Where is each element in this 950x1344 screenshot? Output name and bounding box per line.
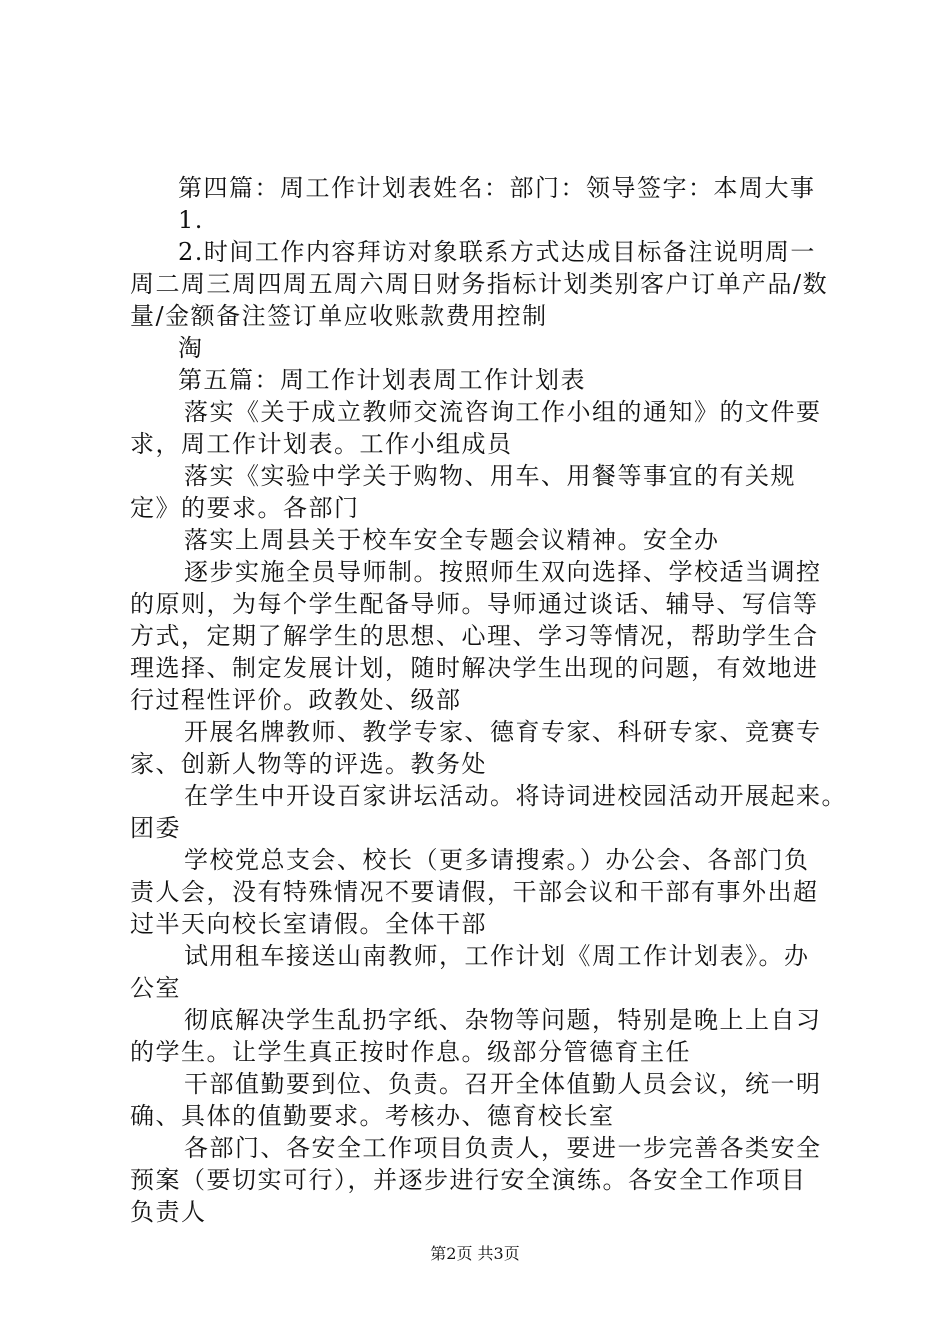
paragraph-line: 试用租车接送山南教师，工作计划《周工作计划表》。办 (184, 942, 810, 970)
paragraph-line: 公室 (130, 974, 181, 1002)
paragraph-line: 的学生。让学生真正按时作息。级部分管德育主任 (130, 1038, 691, 1066)
paragraph-line: 彻底解决学生乱扔字纸、杂物等问题，特别是晚上上自习 (184, 1006, 822, 1034)
paragraph-line: 的原则，为每个学生配备导师。导师通过谈话、辅导、写信等 (130, 590, 819, 618)
paragraph-line: 开展名牌教师、教学专家、德育专家、科研专家、竞赛专 (184, 718, 822, 746)
paragraph-line: 逐步实施全员导师制。按照师生双向选择、学校适当调控 (184, 558, 822, 586)
paragraph-line: 确、具体的值勤要求。考核办、德育校长室 (130, 1102, 615, 1130)
text-line: 周二周三周四周五周六周日财务指标计划类别客户订单产品/数 (130, 270, 829, 298)
paragraph-line: 学校党总支会、校长（更多请搜索。）办公会、各部门负 (184, 846, 810, 874)
paragraph-line: 负责人 (130, 1198, 207, 1226)
text-line: 淘 (178, 334, 204, 362)
paragraph-line: 家、创新人物等的评选。教务处 (130, 750, 487, 778)
paragraph-line: 求，周工作计划表。工作小组成员 (130, 430, 513, 458)
text-line: 量/金额备注签订单应收账款费用控制 (130, 302, 548, 330)
text-line: 2.时间工作内容拜访对象联系方式达成目标备注说明周一 (178, 238, 816, 266)
document-body (130, 172, 847, 1228)
paragraph-line: 各部门、各安全工作项目负责人，要进一步完善各类安全 (184, 1134, 822, 1162)
paragraph-line: 理选择、制定发展计划，随时解决学生出现的问题，有效地进 (130, 654, 819, 682)
paragraph-line: 定》的要求。各部门 (130, 494, 360, 522)
text-line: 1. (178, 206, 204, 234)
paragraph-line: 过半天向校长室请假。全体干部 (130, 910, 487, 938)
paragraph-line: 方式，定期了解学生的思想、心理、学习等情况，帮助学生合 (130, 622, 819, 650)
section-4-heading: 第四篇：周工作计划表姓名：部门：领导签字：本周大事 (178, 174, 816, 202)
paragraph-line: 团委 (130, 814, 181, 842)
page-footer: 第2页 共3页 (430, 1244, 520, 1263)
paragraph-line: 预案（要切实可行），并逐步进行安全演练。各安全工作项目 (130, 1166, 807, 1194)
paragraph-line: 行过程性评价。政教处、级部 (130, 686, 462, 714)
paragraph-line: 落实《实验中学关于购物、用车、用餐等事宜的有关规 (184, 462, 796, 490)
paragraph-line: 落实《关于成立教师交流咨询工作小组的通知》的文件要 (184, 398, 822, 426)
paragraph-line: 落实上周县关于校车安全专题会议精神。安全办 (184, 526, 720, 554)
paragraph-line: 干部值勤要到位、负责。召开全体值勤人员会议，统一明 (184, 1070, 822, 1098)
paragraph-line: 在学生中开设百家讲坛活动。将诗词进校园活动开展起来。 (184, 782, 847, 810)
section-5-heading: 第五篇：周工作计划表周工作计划表 (178, 366, 586, 394)
paragraph-line: 责人会，没有特殊情况不要请假，干部会议和干部有事外出超 (130, 878, 819, 906)
